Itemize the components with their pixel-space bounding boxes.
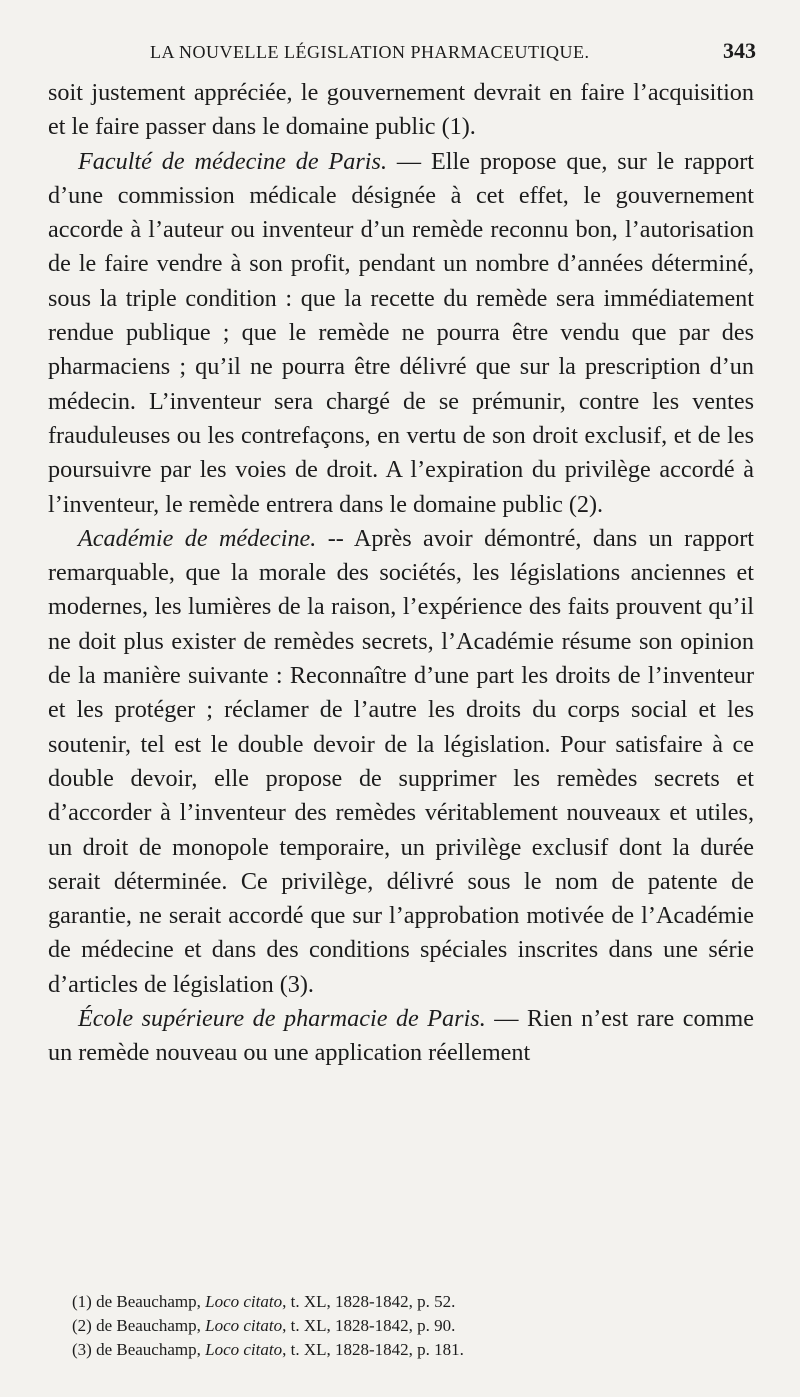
paragraph-faculte (48, 145, 754, 522)
page-number: 343 (723, 38, 756, 63)
paragraph-ecole (48, 1002, 754, 1071)
running-title: LA NOUVELLE LÉGISLATION PHARMACEUTIQUE. (150, 42, 590, 62)
footnote-2 (72, 1314, 732, 1338)
footnote-3 (72, 1338, 732, 1362)
paragraph-1-text: soit justement appréciée, le gouvernement devrait en faire l’acquisition et le faire passer dans le domaine public (1). (48, 79, 754, 141)
footnote-2-author: (2) de Beauchamp, (72, 1316, 206, 1335)
footnotes (72, 1290, 732, 1362)
body-text (48, 76, 754, 1071)
footnote-1-source: Loco citato (205, 1292, 283, 1311)
page-header (150, 38, 756, 68)
paragraph-faculte-text: — Elle propose que, sur le rapport d’une commission médicale désignée à cet effet, le gouvernement accorde à l’auteur ou inventeur d’un remède reconnu bon, l’autorisation de le faire vendre à son profit, pendant un nombre d’années déterminé, sous la triple condition : que la recette du remède sera immédiatement rendue publique ; que le remède ne pourra être vendu que par des pharmaciens ; qu’il ne pourra être délivré que sur la prescription d’un médecin. L’inventeur sera chargé de se prémunir, contre les ventes frauduleuses ou les contrefaçons, en vertu de son droit exclusif, et de les poursuivre par les voies de droit. A l’expiration du privilège accordé à l’inventeur, le remède entrera dans le domaine public (2). (48, 147, 754, 518)
footnote-1-author: (1) de Beauchamp, (72, 1292, 206, 1311)
footnote-1-ref: , t. XL, 1828-1842, p. 52. (282, 1292, 456, 1311)
section-heading-faculte: Faculté de médecine de Paris. (78, 147, 387, 175)
footnote-3-author: (3) de Beauchamp, (72, 1340, 206, 1359)
section-heading-ecole: École supérieure de pharmacie de Paris. (78, 1005, 486, 1033)
paragraph-1 (48, 76, 754, 145)
footnote-2-source: Loco citato (205, 1316, 283, 1335)
footnote-3-ref: , t. XL, 1828-1842, p. 181. (282, 1340, 464, 1359)
footnote-1 (72, 1290, 732, 1314)
section-heading-academie: Académie de médecine. (78, 524, 317, 552)
footnote-2-ref: , t. XL, 1828-1842, p. 90. (282, 1316, 456, 1335)
paragraph-ecole-text: — Rien n’est rare comme un remède nouveau ou une application réellement (48, 1005, 754, 1067)
footnote-3-source: Loco citato (205, 1340, 283, 1359)
paragraph-academie (48, 522, 754, 1002)
paragraph-academie-text: -- Après avoir démontré, dans un rapport remarquable, que la morale des sociétés, les législations anciennes et modernes, les lumières de la raison, l’expérience des faits prouvent qu’il ne doit plus exister de remèdes secrets, l’Académie résume son opinion de la manière suivante : Reconnaître d’une part les droits de l’inventeur et les protéger ; réclamer de l’autre les droits du corps social et les soutenir, tel est le double devoir de la législation. Pour satisfaire à ce double devoir, elle propose de supprimer les remèdes secrets et d’accorder à l’inventeur des remèdes véritablement nouveaux et utiles, un droit de monopole temporaire, un privilège exclusif dont la durée serait déterminée. Ce privilège, délivré sous le nom de patente de garantie, ne serait accordé que sur l’approbation motivée de l’Académie de médecine et dans des conditions spéciales inscrites dans une série d’articles de législation (3). (48, 524, 754, 998)
